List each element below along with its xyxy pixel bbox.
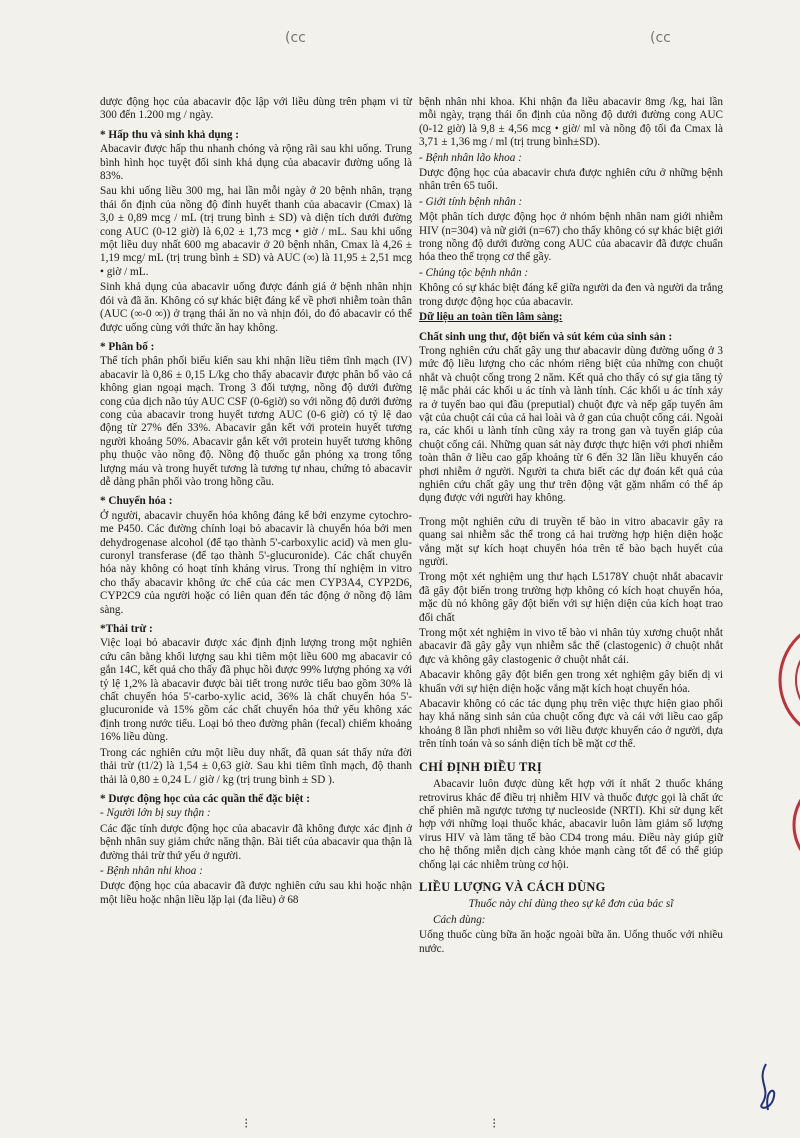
paragraph: bệnh nhân nhi khoa. Khi nhận đa liều abacavir 8mg /kg, hai lần mỗi ngày, trạng thái ổn định của nồng độ dưới đường cong AUC (0-12 giờ) là 9,8 ± 4,56 mcg • giờ/ ml và nồng độ tối đa Cmax là 3,71 ± 1,36 mg / ml (trị trung bình±SD). bbox=[419, 96, 723, 149]
paragraph: Trong các nghiên cứu một liều duy nhất, đã quan sát thấy nửa đời thải trừ (t1/2) là 1,54 ± 0,63 giờ. Sau khi tiêm tĩnh mạch, độ thanh thải là 0,80 ± 0,24 L / giờ / kg (trị trung bình ± SD ). bbox=[100, 746, 412, 786]
chapter-title: LIỀU LƯỢNG VÀ CÁCH DÙNG bbox=[419, 879, 606, 894]
subsection-heading: Cách dùng: bbox=[433, 913, 486, 926]
subsection-heading: - Bệnh nhân lão khoa : bbox=[419, 151, 522, 164]
scan-mark: ⁝ bbox=[492, 1116, 497, 1132]
subsection-heading: - Chủng tộc bệnh nhân : bbox=[419, 266, 529, 279]
paragraph: Abacavir không có các tác dụng phụ trên việc thực hiện giao phối hay khả năng sinh sản của chuột cống đực và cái với liều cao gấp khoảng 8 lần phơi nhiễm so với liều được khuyến cáo ở người, dựa trên tính toán và so sánh diện tích bề mặt cơ thể. bbox=[419, 698, 723, 751]
chapter-title: CHỈ ĐỊNH ĐIỀU TRỊ bbox=[419, 759, 542, 774]
stamp-fragment bbox=[772, 590, 800, 890]
scan-mark: ⁝ bbox=[244, 1116, 249, 1132]
section-heading: Chất sinh ung thư, đột biến và sút kém của sinh sản : bbox=[419, 330, 673, 343]
paragraph: Thể tích phân phối biểu kiến sau khi nhận liều tiêm tĩnh mạch (IV) abacavir là 0,86 ± 0,15 L/kg cho thấy abacavir được phân bố vào cả không gian ngoại mạch. Trong 3 đối tượng, nồng độ dưới đường cong của dịch não tủy AUC CSF (0-6giờ) so với nồng độ dưới đường cong của abacavir trong huyết tương AUC (0-6 giờ) có tỷ lệ dao động từ 27% đến 33%. Abacavir gắn kết với protein huyết tương người khoảng 50%. Abacavir gắn kết với protein huyết tương không phụ thuộc vào nồng độ. Nồng độ thuốc gắn phóng xạ trong tổng lượng máu và trong huyết tương là tương tự nhau, chứng tỏ abacavir dễ dàng phân phối vào trong hồng cầu. bbox=[100, 355, 412, 488]
right-column bbox=[419, 96, 723, 958]
prescription-note: Thuốc này chỉ dùng theo sự kê đơn của bác sĩ bbox=[468, 898, 674, 911]
subsection-heading: - Người lớn bị suy thận : bbox=[100, 807, 211, 820]
paragraph: Abacavir được hấp thu nhanh chóng và rộng rãi sau khi uống. Trung bình hình học tuyệt đối sinh khả dụng của abacavir đường uống là 83%. bbox=[100, 143, 412, 183]
paragraph: Dược động học của abacavir chưa được nghiên cứu ở những bệnh nhân trên 65 tuổi. bbox=[419, 167, 723, 193]
section-heading: *Thải trừ : bbox=[100, 623, 153, 636]
section-heading: * Phân bố : bbox=[100, 340, 155, 353]
top-mark-left: (cc bbox=[285, 30, 306, 46]
paragraph: dược động học của abacavir độc lập với liều dùng trên phạm vi từ 300 đến 1.200 mg / ngày. bbox=[100, 96, 412, 122]
subsection-heading: - Bệnh nhân nhi khoa : bbox=[100, 864, 203, 877]
left-column bbox=[100, 96, 412, 909]
paragraph: Abacavir không gây đột biến gen trong xét nghiệm gây biến dị vi khuẩn với sự hiện diện hoặc vắng mặt kích hoạt chuyển hóa. bbox=[419, 669, 723, 695]
section-title: Dữ liệu an toàn tiền lâm sàng: bbox=[419, 311, 563, 324]
paragraph: Trong một xét nghiệm in vivo tế bào vi nhân tủy xương chuột nhắt abacavir đã gây gẫy vụn nhiễm sắc thể (clastogenic) ở chuột nhắt đực và không gây clastogenic ở chuột nhắt cái. bbox=[419, 627, 723, 666]
paragraph: Sinh khả dụng của abacavir uống được đánh giá ở bệnh nhân nhịn đói và đã ăn. Không có sự khác biệt đáng kể về phơi nhiễm toàn thân (AUC (∞-0 ∞)) ở trạng thái ăn no và nhịn đói, do đó abacavir có thể được uống cùng với thức ăn hay không. bbox=[100, 281, 412, 334]
paragraph: Một phân tích dược động học ở nhóm bệnh nhân nam giới nhiễm HIV (n=304) và nữ giới (n=67) cho thấy không có sự khác biệt giới trong nồng độ dưới đường cong AUC của abacavir đã được chuẩn hóa theo thể trọng cơ thể gầy. bbox=[419, 211, 723, 264]
paragraph: Các đặc tính dược động học của abacavir đã không được xác định ở bệnh nhân suy giảm chức năng thận. Bài tiết của abacavir qua thận là đường thải trừ thứ yếu ở người. bbox=[100, 822, 412, 862]
section-heading: * Dược động học của các quần thể đặc biệt : bbox=[100, 792, 310, 805]
paragraph: Không có sự khác biệt đáng kể giữa người da đen và người da trắng trong dược động học của abacavir. bbox=[419, 282, 723, 308]
paragraph: Ở người, abacavir chuyển hóa không đáng kể bởi enzyme cytochro- me P450. Các đường chính loại bỏ abacavir là chuyển hóa bởi men dehydrogenase alcohol (để tạo thành 5'-carboxylic acid) và men glu-curonyl transferase (để tạo thành 5'-glucuronide). Các chất chuyển hóa này không có hoạt tính kháng virus. Trong thí nghiệm in vitro cho thấy abacavir không ức chế của các men CYP3A4, CYP2D6, CYP2C9 của người hoặc có liên quan đến tác động ở nồng độ lâm sàng. bbox=[100, 509, 412, 616]
paragraph: Việc loại bỏ abacavir được xác định định lượng trong một nghiên cứu cân bằng khối lượng sau khi tiêm một liều 600 mg abacavir có gắn 14C, kết quả cho thấy đã phục hồi được 99% lượng phóng xạ với tỷ lệ 1,2% là abacavir được bài tiết trong nước tiểu bao gồm 30% là chất chuyển hóa 5'-carbo-xylic acid, 36% là chất chuyển hóa 5'-glucuronide và 15% gồm các chất chuyển hóa thứ yếu không xác định trong nước tiểu. Loại bỏ theo đường phân (fecal) chiếm khoảng 16% liều dùng. bbox=[100, 637, 412, 744]
section-heading: * Hấp thu và sinh khả dụng : bbox=[100, 128, 239, 141]
signature bbox=[752, 1060, 782, 1120]
paragraph: Trong một nghiên cứu di truyền tế bào in vitro abacavir gây ra quang sai nhiễm sắc thể trong cả hai trường hợp hiện diện hoặc vắng mặt sự kích hoạt chuyển hóa trên tế bào bạch huyết của người. bbox=[419, 515, 723, 568]
section-heading: * Chuyển hóa : bbox=[100, 495, 173, 508]
paragraph: Uống thuốc cùng bữa ăn hoặc ngoài bữa ăn. Uống thuốc với nhiều nước. bbox=[419, 929, 723, 955]
paragraph: Trong một xét nghiệm ung thư hạch L5178Y chuột nhắt abacavir đã gây đột biến trong trường hợp không có kích hoạt chuyển hóa, mặc dù nó không gây đột biến với sự hiện diện của kích hoạt trao đổi chất bbox=[419, 571, 723, 624]
paragraph: Sau khi uống liều 300 mg, hai lần mỗi ngày ở 20 bệnh nhân, trạng thái ổn định của nồng độ đỉnh huyết thanh của abacavir (Cmax) là 3,0 ± 0,89 mcg / mL (trị trung bình ± SD) và diện tích dưới đường cong AUC (0-12 giờ) là 6,02 ± 1,73 mcg • giờ / mL. Sau khi uống một liều duy nhất 600 mg abacavir ở 20 bệnh nhân, Cmax là 4,26 ± 1,19 mcg/ mL (trị trung bình ± SD) và AUC (∞) là 11,95 ± 2,51 mcg • giờ / mL. bbox=[100, 185, 412, 278]
top-mark-right: (cc bbox=[650, 30, 671, 46]
paragraph: Trong nghiên cứu chất gây ung thư abacavir dùng đường uống ở 3 mức độ liều lượng cho các nhóm riêng biệt của những con chuột nhắt và chuột cống trong 2 năm. Kết quả cho thấy có sự gia tăng tỷ lệ mắc phải các khối u ác tính và lành tính. Các khối u ác tính xảy ra ở tuyến bao qui đầu (preputial) chuột đực và nếp gấp tuyến âm vật của chuột cái của cả hai loài và ở gan của chuột cống cái. Ngoài ra, các khối u lành tính cũng xảy ra trong gan và tuyến giáp của chuột cống cái. Những quan sát này được thực hiện với phơi nhiễm toàn thân ở liều cao gấp khoảng từ 6 đến 32 lần liều khuyến cáo phơi nhiễm ở người. Người ta chưa biết các dự đoán kết quả của nghiên cứu chất gây ung thư trên động vật gặm nhấm có thể áp dụng được với người hay không. bbox=[419, 344, 723, 505]
subsection-heading: - Giới tính bệnh nhân : bbox=[419, 195, 523, 208]
paragraph: Dược động học của abacavir đã được nghiên cứu sau khi hoặc nhận một liều hoặc nhận liều lặp lại (đa liều) ở 68 bbox=[100, 880, 412, 906]
paragraph: Abacavir luôn được dùng kết hợp với ít nhất 2 thuốc kháng retrovirus khác để điều trị nhiễm HIV và thuốc được gọi là chất ức chế phiên mã ngược tương tự nucleoside (NRTI). Khi sử dụng kết hợp với những loại thuốc khác, abacavir luôn làm giảm số lượng virus HIV và làm tăng tế bào CD4 trong máu. Điều này giúp giữ cho hệ thống miễn dịch càng khỏe mạnh càng tốt để có thể giúp chống lại các nhiễm trùng cơ hội. bbox=[419, 778, 723, 871]
